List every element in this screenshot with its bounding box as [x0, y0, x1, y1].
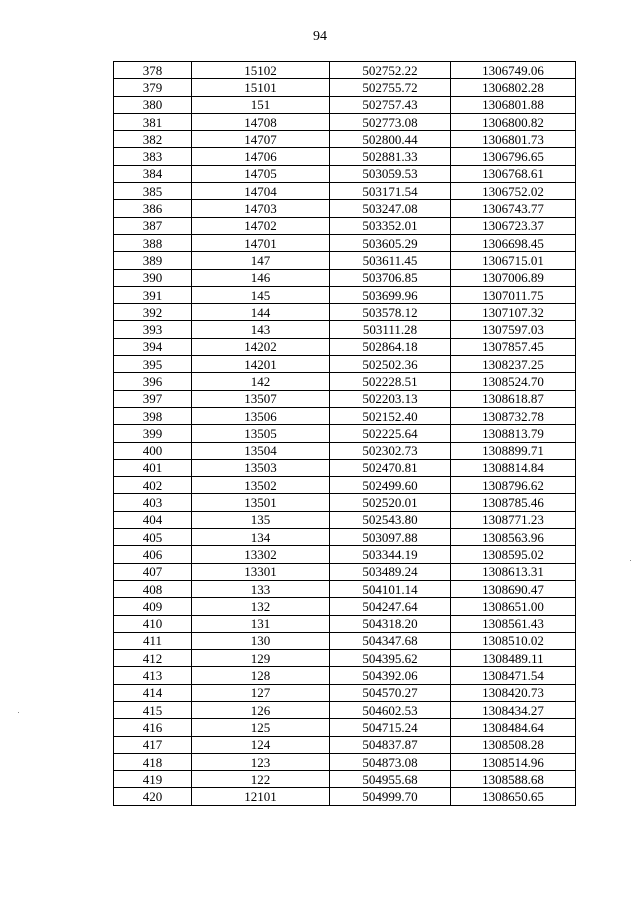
- point-number-cell: 387: [114, 217, 192, 234]
- point-id-cell: 130: [192, 632, 330, 649]
- point-id-cell: 125: [192, 719, 330, 736]
- table-row: [114, 546, 576, 563]
- x-coordinate-cell: 502773.08: [330, 113, 451, 130]
- table-row: [114, 650, 576, 667]
- point-id-cell: 147: [192, 252, 330, 269]
- point-number-cell: 416: [114, 719, 192, 736]
- x-coordinate-cell: 504570.27: [330, 684, 451, 701]
- y-coordinate-cell: 1308618.87: [451, 390, 576, 407]
- x-coordinate-cell: 502203.13: [330, 390, 451, 407]
- y-coordinate-cell: 1308489.11: [451, 650, 576, 667]
- y-coordinate-cell: 1306801.88: [451, 96, 576, 113]
- point-id-cell: 126: [192, 701, 330, 718]
- x-coordinate-cell: 502752.22: [330, 62, 451, 79]
- point-id-cell: 13301: [192, 563, 330, 580]
- table-row: [114, 667, 576, 684]
- y-coordinate-cell: 1307011.75: [451, 286, 576, 303]
- table-row: [114, 736, 576, 753]
- point-id-cell: 127: [192, 684, 330, 701]
- table-body: [114, 62, 576, 806]
- point-number-cell: 380: [114, 96, 192, 113]
- point-number-cell: 388: [114, 234, 192, 251]
- x-coordinate-cell: 504101.14: [330, 580, 451, 597]
- x-coordinate-cell: 502757.43: [330, 96, 451, 113]
- point-number-cell: 417: [114, 736, 192, 753]
- point-number-cell: 389: [114, 252, 192, 269]
- point-number-cell: 398: [114, 407, 192, 424]
- table-row: [114, 719, 576, 736]
- y-coordinate-cell: 1306743.77: [451, 200, 576, 217]
- point-id-cell: 13504: [192, 442, 330, 459]
- y-coordinate-cell: 1307597.03: [451, 321, 576, 338]
- table-row: [114, 131, 576, 148]
- x-coordinate-cell: 502225.64: [330, 425, 451, 442]
- y-coordinate-cell: 1308563.96: [451, 529, 576, 546]
- table-row: [114, 286, 576, 303]
- point-id-cell: 142: [192, 373, 330, 390]
- point-id-cell: 13302: [192, 546, 330, 563]
- y-coordinate-cell: 1306796.65: [451, 148, 576, 165]
- point-number-cell: 383: [114, 148, 192, 165]
- y-coordinate-cell: 1308595.02: [451, 546, 576, 563]
- x-coordinate-cell: 502800.44: [330, 131, 451, 148]
- point-id-cell: 13502: [192, 477, 330, 494]
- table-row: [114, 771, 576, 788]
- point-number-cell: 418: [114, 753, 192, 770]
- x-coordinate-cell: 504955.68: [330, 771, 451, 788]
- point-id-cell: 128: [192, 667, 330, 684]
- y-coordinate-cell: 1308508.28: [451, 736, 576, 753]
- table-row: [114, 684, 576, 701]
- y-coordinate-cell: 1307006.89: [451, 269, 576, 286]
- point-number-cell: 397: [114, 390, 192, 407]
- point-number-cell: 400: [114, 442, 192, 459]
- scan-speck: [630, 560, 631, 561]
- y-coordinate-cell: 1306768.61: [451, 165, 576, 182]
- y-coordinate-cell: 1308732.78: [451, 407, 576, 424]
- y-coordinate-cell: 1308771.23: [451, 511, 576, 528]
- point-id-cell: 151: [192, 96, 330, 113]
- x-coordinate-cell: 503578.12: [330, 304, 451, 321]
- y-coordinate-cell: 1306715.01: [451, 252, 576, 269]
- y-coordinate-cell: 1308796.62: [451, 477, 576, 494]
- point-number-cell: 414: [114, 684, 192, 701]
- x-coordinate-cell: 502543.80: [330, 511, 451, 528]
- x-coordinate-cell: 503247.08: [330, 200, 451, 217]
- point-id-cell: 123: [192, 753, 330, 770]
- y-coordinate-cell: 1308651.00: [451, 598, 576, 615]
- table-row: [114, 183, 576, 200]
- x-coordinate-cell: 503059.53: [330, 165, 451, 182]
- point-id-cell: 129: [192, 650, 330, 667]
- y-coordinate-cell: 1308785.46: [451, 494, 576, 511]
- point-number-cell: 415: [114, 701, 192, 718]
- point-number-cell: 405: [114, 529, 192, 546]
- y-coordinate-cell: 1306752.02: [451, 183, 576, 200]
- table-row: [114, 356, 576, 373]
- table-row: [114, 373, 576, 390]
- point-id-cell: 124: [192, 736, 330, 753]
- table-row: [114, 165, 576, 182]
- x-coordinate-cell: 503611.45: [330, 252, 451, 269]
- y-coordinate-cell: 1308434.27: [451, 701, 576, 718]
- table-row: [114, 753, 576, 770]
- table-row: [114, 304, 576, 321]
- table-row: [114, 79, 576, 96]
- x-coordinate-cell: 502864.18: [330, 338, 451, 355]
- point-number-cell: 379: [114, 79, 192, 96]
- table-row: [114, 390, 576, 407]
- point-number-cell: 412: [114, 650, 192, 667]
- point-number-cell: 386: [114, 200, 192, 217]
- x-coordinate-cell: 502520.01: [330, 494, 451, 511]
- x-coordinate-cell: 504999.70: [330, 788, 451, 805]
- point-id-cell: 13505: [192, 425, 330, 442]
- x-coordinate-cell: 502881.33: [330, 148, 451, 165]
- point-number-cell: 385: [114, 183, 192, 200]
- point-id-cell: 14202: [192, 338, 330, 355]
- point-number-cell: 396: [114, 373, 192, 390]
- point-id-cell: 145: [192, 286, 330, 303]
- table-row: [114, 321, 576, 338]
- y-coordinate-cell: 1307107.32: [451, 304, 576, 321]
- table-row: [114, 477, 576, 494]
- x-coordinate-cell: 502228.51: [330, 373, 451, 390]
- y-coordinate-cell: 1308420.73: [451, 684, 576, 701]
- point-id-cell: 131: [192, 615, 330, 632]
- point-id-cell: 14701: [192, 234, 330, 251]
- point-number-cell: 406: [114, 546, 192, 563]
- point-id-cell: 12101: [192, 788, 330, 805]
- point-number-cell: 411: [114, 632, 192, 649]
- table-row: [114, 269, 576, 286]
- table-row: [114, 615, 576, 632]
- x-coordinate-cell: 503097.88: [330, 529, 451, 546]
- point-number-cell: 390: [114, 269, 192, 286]
- y-coordinate-cell: 1308588.68: [451, 771, 576, 788]
- table-row: [114, 338, 576, 355]
- y-coordinate-cell: 1308561.43: [451, 615, 576, 632]
- point-id-cell: 134: [192, 529, 330, 546]
- x-coordinate-cell: 504602.53: [330, 701, 451, 718]
- table-row: [114, 62, 576, 79]
- point-number-cell: 402: [114, 477, 192, 494]
- point-id-cell: 135: [192, 511, 330, 528]
- x-coordinate-cell: 504392.06: [330, 667, 451, 684]
- y-coordinate-cell: 1308613.31: [451, 563, 576, 580]
- table-row: [114, 701, 576, 718]
- point-number-cell: 420: [114, 788, 192, 805]
- y-coordinate-cell: 1308814.84: [451, 459, 576, 476]
- x-coordinate-cell: 504395.62: [330, 650, 451, 667]
- point-number-cell: 381: [114, 113, 192, 130]
- x-coordinate-cell: 503605.29: [330, 234, 451, 251]
- point-id-cell: 143: [192, 321, 330, 338]
- table-row: [114, 113, 576, 130]
- point-id-cell: 132: [192, 598, 330, 615]
- x-coordinate-cell: 504347.68: [330, 632, 451, 649]
- table-row: [114, 217, 576, 234]
- point-id-cell: 144: [192, 304, 330, 321]
- point-number-cell: 401: [114, 459, 192, 476]
- x-coordinate-cell: 503489.24: [330, 563, 451, 580]
- point-id-cell: 14201: [192, 356, 330, 373]
- point-id-cell: 146: [192, 269, 330, 286]
- x-coordinate-cell: 503699.96: [330, 286, 451, 303]
- x-coordinate-cell: 502470.81: [330, 459, 451, 476]
- coordinates-table: [113, 61, 576, 806]
- y-coordinate-cell: 1308650.65: [451, 788, 576, 805]
- x-coordinate-cell: 503171.54: [330, 183, 451, 200]
- point-number-cell: 395: [114, 356, 192, 373]
- point-id-cell: 13506: [192, 407, 330, 424]
- point-number-cell: 399: [114, 425, 192, 442]
- table-row: [114, 529, 576, 546]
- y-coordinate-cell: 1308514.96: [451, 753, 576, 770]
- table-row: [114, 580, 576, 597]
- point-number-cell: 409: [114, 598, 192, 615]
- point-number-cell: 410: [114, 615, 192, 632]
- table-row: [114, 511, 576, 528]
- x-coordinate-cell: 502499.60: [330, 477, 451, 494]
- y-coordinate-cell: 1307857.45: [451, 338, 576, 355]
- point-number-cell: 413: [114, 667, 192, 684]
- point-number-cell: 391: [114, 286, 192, 303]
- point-number-cell: 378: [114, 62, 192, 79]
- point-number-cell: 407: [114, 563, 192, 580]
- y-coordinate-cell: 1306723.37: [451, 217, 576, 234]
- x-coordinate-cell: 504837.87: [330, 736, 451, 753]
- point-id-cell: 14706: [192, 148, 330, 165]
- point-number-cell: 382: [114, 131, 192, 148]
- y-coordinate-cell: 1308237.25: [451, 356, 576, 373]
- y-coordinate-cell: 1308524.70: [451, 373, 576, 390]
- table-row: [114, 407, 576, 424]
- point-id-cell: 15101: [192, 79, 330, 96]
- x-coordinate-cell: 503352.01: [330, 217, 451, 234]
- point-number-cell: 403: [114, 494, 192, 511]
- y-coordinate-cell: 1306800.82: [451, 113, 576, 130]
- y-coordinate-cell: 1306801.73: [451, 131, 576, 148]
- point-id-cell: 15102: [192, 62, 330, 79]
- y-coordinate-cell: 1308471.54: [451, 667, 576, 684]
- y-coordinate-cell: 1308510.02: [451, 632, 576, 649]
- point-number-cell: 408: [114, 580, 192, 597]
- table-row: [114, 425, 576, 442]
- x-coordinate-cell: 503111.28: [330, 321, 451, 338]
- table-row: [114, 200, 576, 217]
- x-coordinate-cell: 502502.36: [330, 356, 451, 373]
- x-coordinate-cell: 504318.20: [330, 615, 451, 632]
- table-row: [114, 442, 576, 459]
- point-id-cell: 13503: [192, 459, 330, 476]
- y-coordinate-cell: 1306802.28: [451, 79, 576, 96]
- page-number: 94: [313, 29, 327, 44]
- y-coordinate-cell: 1308899.71: [451, 442, 576, 459]
- table-row: [114, 459, 576, 476]
- y-coordinate-cell: 1306749.06: [451, 62, 576, 79]
- point-id-cell: 14702: [192, 217, 330, 234]
- x-coordinate-cell: 504873.08: [330, 753, 451, 770]
- x-coordinate-cell: 503706.85: [330, 269, 451, 286]
- point-id-cell: 14705: [192, 165, 330, 182]
- point-number-cell: 393: [114, 321, 192, 338]
- table-row: [114, 598, 576, 615]
- table-row: [114, 788, 576, 805]
- x-coordinate-cell: 502152.40: [330, 407, 451, 424]
- x-coordinate-cell: 504715.24: [330, 719, 451, 736]
- point-id-cell: 14708: [192, 113, 330, 130]
- x-coordinate-cell: 503344.19: [330, 546, 451, 563]
- y-coordinate-cell: 1308813.79: [451, 425, 576, 442]
- table-row: [114, 96, 576, 113]
- point-id-cell: 122: [192, 771, 330, 788]
- y-coordinate-cell: 1308484.64: [451, 719, 576, 736]
- table-row: [114, 563, 576, 580]
- x-coordinate-cell: 502302.73: [330, 442, 451, 459]
- point-id-cell: 14703: [192, 200, 330, 217]
- point-number-cell: 384: [114, 165, 192, 182]
- point-number-cell: 392: [114, 304, 192, 321]
- scan-speck: [18, 712, 19, 713]
- table-row: [114, 234, 576, 251]
- table-row: [114, 148, 576, 165]
- point-id-cell: 14707: [192, 131, 330, 148]
- x-coordinate-cell: 504247.64: [330, 598, 451, 615]
- point-id-cell: 13501: [192, 494, 330, 511]
- x-coordinate-cell: 502755.72: [330, 79, 451, 96]
- point-number-cell: 419: [114, 771, 192, 788]
- point-number-cell: 394: [114, 338, 192, 355]
- table-row: [114, 494, 576, 511]
- table-row: [114, 252, 576, 269]
- point-id-cell: 133: [192, 580, 330, 597]
- y-coordinate-cell: 1308690.47: [451, 580, 576, 597]
- point-id-cell: 14704: [192, 183, 330, 200]
- point-id-cell: 13507: [192, 390, 330, 407]
- point-number-cell: 404: [114, 511, 192, 528]
- y-coordinate-cell: 1306698.45: [451, 234, 576, 251]
- table-row: [114, 632, 576, 649]
